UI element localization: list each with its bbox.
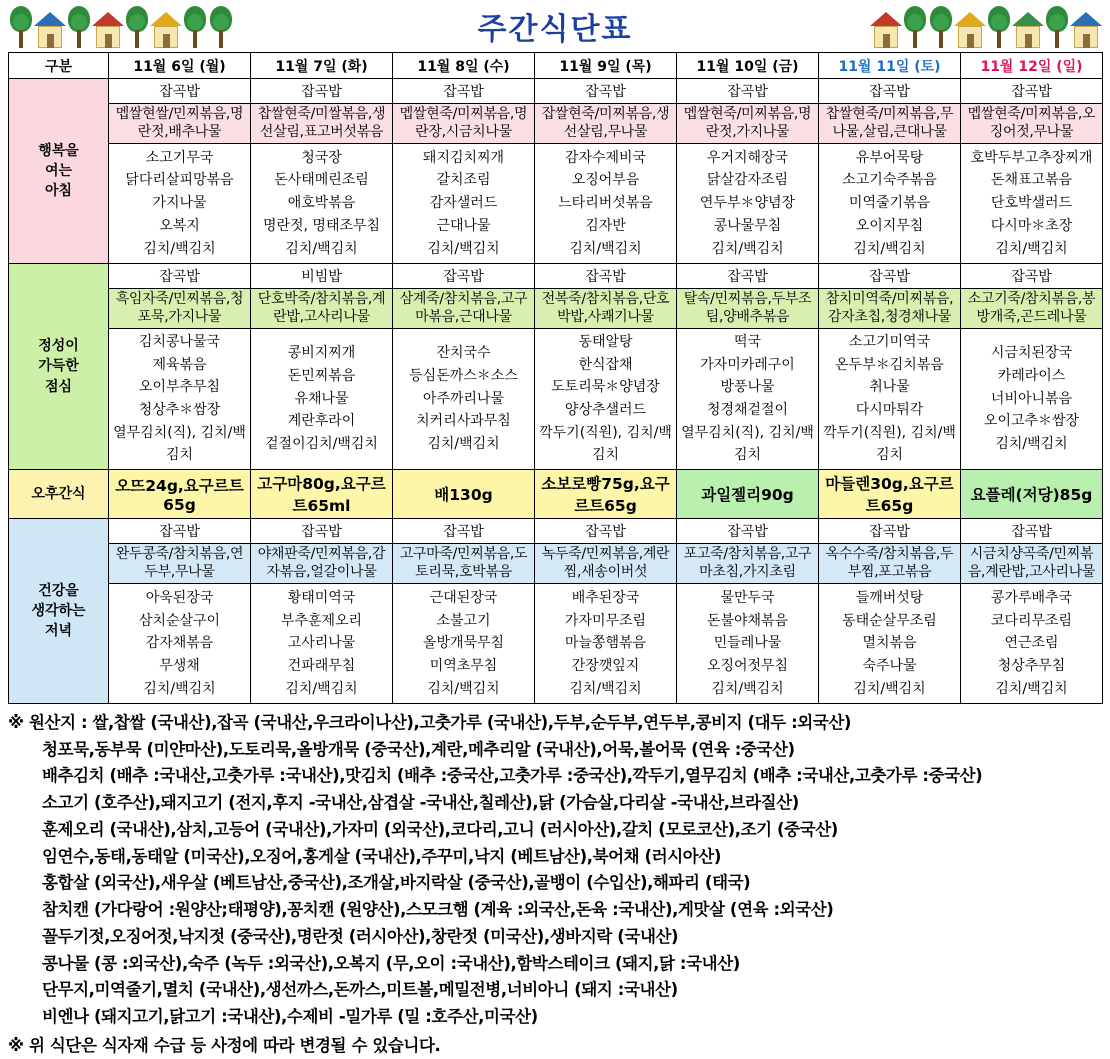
- menu-item: 간장깻잎지: [571, 657, 640, 674]
- menu-item: 다시마＊초장: [990, 217, 1073, 234]
- menu-item: 우거지해장국: [706, 149, 789, 166]
- table-row-afternoon-snack: [9, 470, 1103, 519]
- origin-cell-day-5: 포고죽/참치볶음,고구마초침,가지초림: [677, 544, 819, 584]
- menu-item: 민들레나물: [713, 635, 782, 652]
- menu-item: 근대된장국: [429, 589, 498, 606]
- menu-item: 동태알탕: [578, 334, 633, 350]
- header-cell-category: 구분: [9, 53, 109, 79]
- origin-cell-day-4: 잡쌀현죽/미찌볶음,생선살림,무나물: [535, 104, 677, 144]
- menu-item: 오징어젓무침: [706, 657, 789, 674]
- house-icon: [150, 6, 182, 48]
- menu-item: 단호박샐러드: [990, 195, 1073, 212]
- menu-item: 김치/백김치: [711, 240, 784, 257]
- rice-cell-day-5: 잡곡밥: [677, 519, 819, 544]
- origin-note-line: 비엔나 (돼지고기,닭고기 :국내산),수제비 -밀가루 (밀 :호주산,미국산): [42, 1006, 538, 1026]
- rice-cell-day-5: 잡곡밥: [677, 264, 819, 289]
- page-title: 주간식단표: [477, 12, 633, 47]
- menu-cell-day-4: [535, 329, 677, 470]
- rice-cell-day-2: 비빔밥: [251, 264, 393, 289]
- table-row-dinner-origin: [9, 544, 1103, 584]
- snack-cell-day-5: 과일젤리90g: [677, 470, 819, 519]
- menu-cell-day-1: [109, 584, 251, 704]
- house-icon: [870, 6, 902, 48]
- menu-item: 제육볶음: [152, 356, 207, 373]
- row-label-breakfast: 행복을 여는 아침: [9, 79, 109, 264]
- snack-cell-day-3: 배130g: [393, 470, 535, 519]
- menu-cell-day-7: [961, 584, 1103, 704]
- menu-item: 아주까리나물: [422, 390, 505, 407]
- tree-icon: [124, 6, 150, 48]
- menu-item: 떡국: [733, 334, 762, 350]
- menu-item: 소고기미역국: [848, 334, 931, 350]
- menu-item: 소불고기: [436, 612, 491, 629]
- origin-cell-day-6: 찹쌀현죽/미찌볶음,무나물,살림,큰대나물: [819, 104, 961, 144]
- menu-item: 김치/백김치: [995, 436, 1068, 453]
- origin-cell-day-1: 흑임자죽/민찌볶음,청포묵,가지나물: [109, 289, 251, 329]
- menu-item: 김치/백김치: [995, 240, 1068, 257]
- menu-item: 올방개묵무침: [422, 635, 505, 652]
- menu-item: 돈채표고볶음: [990, 172, 1073, 189]
- menu-item: 오이지무침: [855, 217, 924, 234]
- menu-item: 무생채: [159, 657, 200, 674]
- header-cell-day-3: 11월 8일 (수): [393, 53, 535, 79]
- tree-icon: [986, 6, 1012, 48]
- origin-note-line: 소고기 (호주산),돼지고기 (전지,후지 -국내산,삼겹살 -국내산,칠레산),닭 (가슴살,다리살 -국내산,브라질산): [42, 793, 799, 813]
- table-row-lunch-origin: [9, 289, 1103, 329]
- menu-item: 닭다리살피망볶음: [125, 172, 234, 189]
- house-icon: [1070, 6, 1102, 48]
- menu-cell-day-2: [251, 329, 393, 470]
- origin-note-line: 배추김치 (배추 :국내산,고춧가루 :국내산),맛김치 (배추 :중국산,고춧가루 :중국산),깍두기,열무김치 (배추 :국내산,고춧가루 :중국산): [42, 766, 983, 786]
- menu-item: 들깨버섯탕: [855, 589, 924, 606]
- table-header-row: [9, 53, 1103, 79]
- menu-item: 김치/백김치: [995, 680, 1068, 697]
- rice-cell-day-2: 잡곡밥: [251, 79, 393, 104]
- menu-item: 다시마튀각: [855, 402, 924, 419]
- house-icon: [954, 6, 986, 48]
- menu-item: 깍두기(직원), 김치/백김치: [823, 424, 956, 464]
- origin-cell-day-1: 멥쌀현쌀/민찌볶음,명란젓,배추나물: [109, 104, 251, 144]
- origin-cell-day-6: 참치미역죽/미찌볶음,감자초칩,청경채나물: [819, 289, 961, 329]
- table-row-breakfast-origin: [9, 104, 1103, 144]
- menu-cell-day-2: [251, 144, 393, 264]
- tree-icon: [66, 6, 92, 48]
- menu-item: 근대나물: [436, 217, 491, 234]
- origin-cell-day-2: 단호박죽/참치볶음,계란밥,고사리나물: [251, 289, 393, 329]
- menu-item: 유부어묵탕: [855, 149, 924, 166]
- rice-cell-day-7: 잡곡밥: [961, 519, 1103, 544]
- menu-item: 돈민찌볶음: [287, 368, 356, 384]
- rice-cell-day-6: 잡곡밥: [819, 519, 961, 544]
- menu-item: 명란젓, 명태조무침: [262, 217, 381, 234]
- menu-item: 배추된장국: [571, 589, 640, 606]
- menu-item: 미역줄기볶음: [848, 195, 931, 212]
- menu-item: 김치/백김치: [427, 436, 500, 453]
- menu-item: 고사리나물: [287, 635, 356, 652]
- row-label-lunch: 정성이 가득한 점심: [9, 264, 109, 470]
- menu-item: 물만두국: [720, 589, 775, 606]
- menu-item: 한식잡채: [578, 356, 633, 373]
- origin-note-line: 참치캔 (가다랑어 :원양산;태평양),꽁치캔 (원양산),스모크햄 (계육 :외국산,돈육 :국내산),게맛살 (연육 :외국산): [42, 900, 834, 920]
- rice-cell-day-4: 잡곡밥: [535, 79, 677, 104]
- menu-item: 열무김치(직), 김치/백김치: [113, 424, 246, 464]
- weekly-menu-table: [8, 52, 1103, 704]
- snack-cell-day-4: 소보로빵75g,요구르트65g: [535, 470, 677, 519]
- table-row-dinner-rice: [9, 519, 1103, 544]
- menu-item: 콩나물무침: [713, 217, 782, 234]
- menu-item: 연두부＊양념장: [699, 195, 796, 212]
- rice-cell-day-3: 잡곡밥: [393, 264, 535, 289]
- menu-item: 청국장: [301, 149, 342, 166]
- table-row-breakfast-rice: [9, 79, 1103, 104]
- rice-cell-day-4: 잡곡밥: [535, 519, 677, 544]
- origin-notes: [8, 710, 1102, 1059]
- origin-cell-day-4: 녹두죽/민찌볶음,계란찜,새송이버섯: [535, 544, 677, 584]
- menu-item: 닭살감자조림: [706, 172, 789, 189]
- rice-cell-day-3: 잡곡밥: [393, 79, 535, 104]
- menu-cell-day-4: [535, 144, 677, 264]
- menu-item: 김치/백김치: [427, 240, 500, 257]
- menu-item: 부추훈제오리: [280, 612, 363, 629]
- menu-item: 너비아니볶음: [990, 390, 1073, 407]
- menu-item: 콩가루배추국: [990, 589, 1073, 606]
- menu-item: 건파래무침: [287, 657, 356, 674]
- menu-item: 방풍나물: [720, 379, 775, 396]
- menu-item: 콩비지찌개: [287, 345, 356, 362]
- origin-cell-day-2: 찹쌀현죽/미쌀볶음,생선살림,표고버섯볶음: [251, 104, 393, 144]
- menu-item: 가자미카레구이: [700, 356, 795, 373]
- menu-cell-day-3: [393, 584, 535, 704]
- menu-item: 김치/백김치: [853, 240, 926, 257]
- menu-item: 김치/백김치: [853, 680, 926, 697]
- rice-cell-day-6: 잡곡밥: [819, 264, 961, 289]
- decoration-village-left: [8, 2, 234, 48]
- table-row-lunch-rice: [9, 264, 1103, 289]
- menu-cell-day-6: [819, 144, 961, 264]
- origin-note-line: 단무지,미역줄기,멸치 (국내산),생선까스,돈까스,미트볼,메밀전병,너비아니 (돼지 :국내산): [42, 980, 678, 1000]
- tree-icon: [928, 6, 954, 48]
- menu-item: 감자수제비국: [564, 149, 647, 166]
- origin-note-line: 임연수,동태,동태알 (미국산),오징어,홍게살 (국내산),주꾸미,낙지 (베트남산),북어채 (러시아산): [42, 846, 721, 866]
- menu-item: 오이부추무침: [138, 379, 221, 396]
- menu-item: 김치/백김치: [569, 240, 642, 257]
- row-label-dinner: 건강을 생각하는 저녁: [9, 519, 109, 704]
- menu-cell-day-3: [393, 144, 535, 264]
- menu-cell-day-6: [819, 329, 961, 470]
- menu-item: 잔치국수: [436, 345, 491, 362]
- table-row-dinner-items: [9, 584, 1103, 704]
- tree-icon: [208, 6, 234, 48]
- menu-item: 갈치조림: [436, 172, 491, 189]
- table-row-lunch-items: [9, 329, 1103, 470]
- menu-cell-day-4: [535, 584, 677, 704]
- menu-item: 취나물: [869, 379, 910, 396]
- menu-item: 돈사태메린조림: [274, 172, 369, 189]
- menu-item: 도토리묵＊양념장: [551, 379, 660, 396]
- menu-item: 숙주나물: [862, 657, 917, 674]
- menu-item: 삼치순살구이: [138, 612, 221, 629]
- menu-item: 아욱된장국: [145, 589, 214, 606]
- menu-item: 황태미역국: [287, 589, 356, 606]
- snack-cell-day-6: 마들렌30g,요구르트65g: [819, 470, 961, 519]
- origin-notes-footer: ※ 위 식단은 식자재 수급 등 사정에 따라 변경될 수 있습니다.: [8, 1035, 441, 1055]
- menu-item: 호박두부고추장찌개: [970, 149, 1093, 166]
- rice-cell-day-7: 잡곡밥: [961, 79, 1103, 104]
- menu-item: 청경채겉절이: [706, 402, 789, 419]
- menu-item: 애호박볶음: [287, 195, 356, 212]
- tree-icon: [902, 6, 928, 48]
- decoration-village-right: [870, 2, 1102, 48]
- rice-cell-day-1: 잡곡밥: [109, 519, 251, 544]
- menu-item: 연근조림: [1004, 635, 1059, 652]
- menu-item: 김치콩나물국: [138, 334, 221, 350]
- origin-cell-day-1: 완두콩죽/참치볶음,연두부,무나물: [109, 544, 251, 584]
- origin-note-line: 꼴두기젓,오징어젓,낙지젓 (중국산),명란젓 (러시아산),창란젓 (미국산),생바지락 (국내산): [42, 926, 679, 946]
- rice-cell-day-3: 잡곡밥: [393, 519, 535, 544]
- menu-item: 등심돈까스＊소스: [409, 368, 518, 384]
- origin-cell-day-5: 멥쌀현죽/미찌볶음,명란젓,가지나물: [677, 104, 819, 144]
- menu-cell-day-1: [109, 144, 251, 264]
- row-label-afternoon-snack: 오후간식: [9, 470, 109, 519]
- menu-item: 김치/백김치: [285, 240, 358, 257]
- menu-item: 코다리무조림: [990, 612, 1073, 629]
- menu-item: 김치/백김치: [143, 240, 216, 257]
- rice-cell-day-4: 잡곡밥: [535, 264, 677, 289]
- menu-item: 감자샐러드: [429, 195, 498, 212]
- menu-cell-day-7: [961, 144, 1103, 264]
- header-cell-day-1: 11월 6일 (월): [109, 53, 251, 79]
- origin-cell-day-3: 고구마죽/민찌볶음,도토리묵,호박볶음: [393, 544, 535, 584]
- snack-cell-day-1: 오뜨24g,요구르트65g: [109, 470, 251, 519]
- origin-cell-day-5: 탈속/민찌볶음,두부조팀,양배추볶음: [677, 289, 819, 329]
- menu-cell-day-1: [109, 329, 251, 470]
- header-cell-day-6: 11월 11일 (토): [819, 53, 961, 79]
- origin-note-line: 콩나물 (콩 :외국산),숙주 (녹두 :외국산),오복지 (무,오이 :국내산),함박스테이크 (돼지,닭 :국내산): [42, 953, 740, 973]
- menu-item: 소고기숙주볶음: [842, 172, 937, 189]
- origin-cell-day-7: 시금치샹곡죽/민찌볶음,계란밥,고사리나물: [961, 544, 1103, 584]
- header-cell-day-4: 11월 9일 (목): [535, 53, 677, 79]
- snack-cell-day-7: 요플레(저당)85g: [961, 470, 1103, 519]
- menu-item: 오징어부음: [571, 172, 640, 189]
- menu-item: 김치/백김치: [143, 680, 216, 697]
- menu-item: 열무김치(직), 김치/백김치: [681, 424, 814, 464]
- header-cell-day-2: 11월 7일 (화): [251, 53, 393, 79]
- menu-item: 가지나물: [152, 195, 207, 212]
- rice-cell-day-5: 잡곡밥: [677, 79, 819, 104]
- rice-cell-day-7: 잡곡밥: [961, 264, 1103, 289]
- menu-cell-day-6: [819, 584, 961, 704]
- origin-cell-day-4: 전복죽/참치볶음,단호박밥,사쾌기나물: [535, 289, 677, 329]
- origin-cell-day-3: 멥쌀현죽/미찌볶음,명란장,시금치나물: [393, 104, 535, 144]
- menu-cell-day-3: [393, 329, 535, 470]
- header-cell-day-7: 11월 12일 (일): [961, 53, 1103, 79]
- origin-note-line: 청포묵,동부묵 (미얀마산),도토리묵,올방개묵 (중국산),계란,메추리알 (국내산),어묵,볼어묵 (연육 :중국산): [42, 739, 795, 759]
- menu-item: 오복지: [159, 217, 200, 234]
- snack-cell-day-2: 고구마80g,요구르트65ml: [251, 470, 393, 519]
- menu-cell-day-5: [677, 144, 819, 264]
- origin-note-line: 훈제오리 (국내산),삼치,고등어 (국내산),가자미 (외국산),코다리,고니 (러시아산),갈치 (모로코산),조기 (중국산): [42, 819, 838, 839]
- header-cell-day-5: 11월 10일 (금): [677, 53, 819, 79]
- menu-item: 오이고추＊쌈장: [983, 413, 1080, 430]
- menu-item: 감자채볶음: [145, 635, 214, 652]
- tree-icon: [8, 6, 34, 48]
- menu-item: 깍두기(직원), 김치/백김치: [539, 424, 672, 464]
- house-icon: [34, 6, 66, 48]
- menu-item: 청상추무침: [997, 657, 1066, 674]
- menu-item: 김치/백김치: [711, 680, 784, 697]
- menu-item: 미역초무침: [429, 657, 498, 674]
- page-banner: [0, 0, 1110, 52]
- menu-item: 김치/백김치: [427, 680, 500, 697]
- menu-item: 느타리버섯볶음: [558, 195, 653, 212]
- rice-cell-day-1: 잡곡밥: [109, 264, 251, 289]
- menu-item: 돈불야채볶음: [706, 612, 789, 629]
- menu-item: 멸치볶음: [862, 635, 917, 652]
- menu-item: 가자미무조림: [564, 612, 647, 629]
- menu-item: 김치/백김치: [569, 680, 642, 697]
- menu-item: 동태순살무조림: [842, 612, 937, 629]
- rice-cell-day-2: 잡곡밥: [251, 519, 393, 544]
- menu-item: 소고기무국: [145, 149, 214, 166]
- menu-item: 카레라이스: [997, 368, 1066, 384]
- menu-item: 김치/백김치: [285, 680, 358, 697]
- menu-item: 마늘쫑햄볶음: [564, 635, 647, 652]
- menu-item: 유채나물: [294, 390, 349, 407]
- rice-cell-day-6: 잡곡밥: [819, 79, 961, 104]
- menu-item: 겉절이김치/백김치: [265, 436, 378, 453]
- origin-cell-day-7: 소고기죽/참치볶음,봉방개죽,곤드레나물: [961, 289, 1103, 329]
- menu-cell-day-7: [961, 329, 1103, 470]
- origin-note-line: 홍합살 (외국산),새우살 (베트남산,중국산),조개살,바지락살 (중국산),골뱅이 (수입산),해파리 (태국): [42, 873, 751, 893]
- menu-item: 돼지김치찌개: [422, 149, 505, 166]
- table-row-breakfast-items: [9, 144, 1103, 264]
- menu-item: 김자반: [585, 217, 626, 234]
- house-icon: [92, 6, 124, 48]
- tree-icon: [182, 6, 208, 48]
- menu-item: 청상추＊쌈장: [138, 402, 221, 419]
- origin-cell-day-3: 삼계죽/참치볶음,고구마볶음,근대나물: [393, 289, 535, 329]
- origin-cell-day-6: 옥수수죽/참치볶음,두부찜,포고볶음: [819, 544, 961, 584]
- menu-item: 치커리사과무침: [416, 413, 511, 430]
- menu-cell-day-5: [677, 329, 819, 470]
- tree-icon: [1044, 6, 1070, 48]
- rice-cell-day-1: 잡곡밥: [109, 79, 251, 104]
- house-icon: [1012, 6, 1044, 48]
- menu-cell-day-2: [251, 584, 393, 704]
- origin-cell-day-7: 멥쌀현죽/미찌볶음,오징어젓,무나물: [961, 104, 1103, 144]
- menu-cell-day-5: [677, 584, 819, 704]
- origin-cell-day-2: 야채판죽/민찌볶음,감자볶음,얼갈이나물: [251, 544, 393, 584]
- menu-item: 계란후라이: [287, 413, 356, 430]
- origin-note-line: ※ 원산지 : 쌀,찹쌀 (국내산),잡곡 (국내산,우크라이나산),고춧가루 (국내산),두부,순두부,연두부,콩비지 (대두 :외국산): [8, 713, 852, 733]
- menu-item: 양상추샐러드: [564, 402, 647, 419]
- menu-item: 시금치된장국: [990, 345, 1073, 362]
- menu-item: 온두부＊김치볶음: [835, 356, 944, 373]
